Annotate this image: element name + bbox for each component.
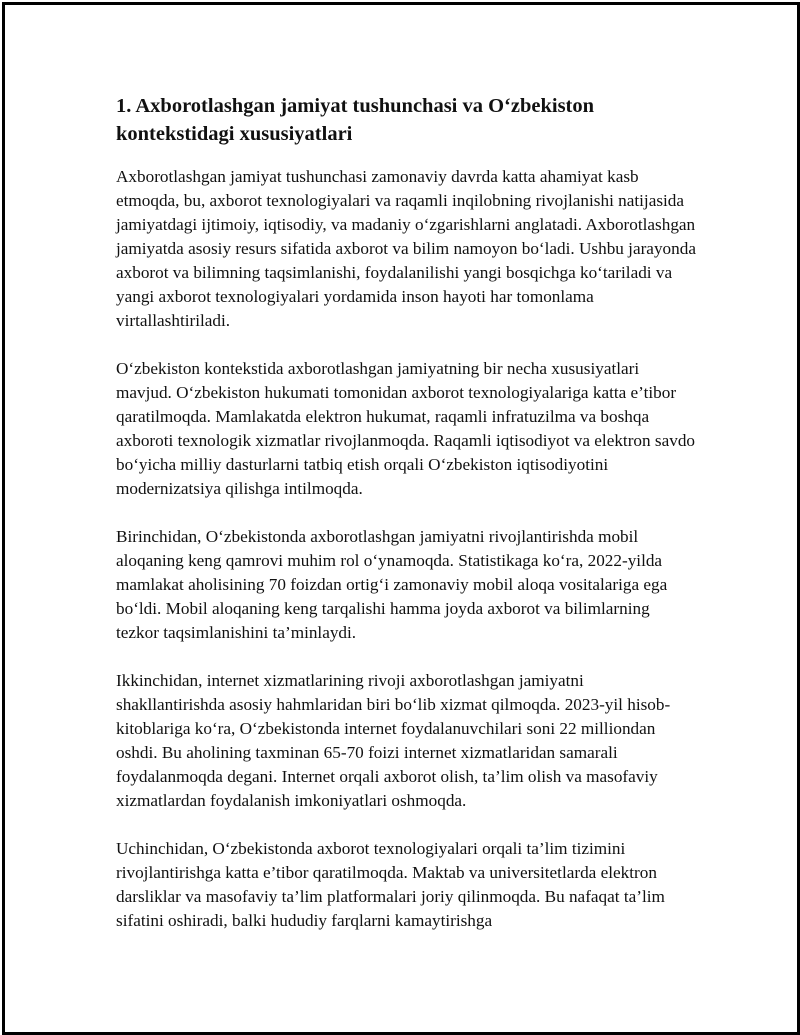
paragraph-first-mobile: Birinchidan, O‘zbekistonda axborotlashgan jamiyatni rivojlantirishda mobil aloqaning keng qamrovi muhim rol o‘ynamoqda. Statistikaga ko‘ra, 2022-yilda mamlakat aholisining 70 foizdan ortig‘i zamonaviy mobil aloqa vositalariga ega bo‘ldi. Mobil aloqaning keng tarqalishi hamma joyda axborot va bilimlarning tezkor taqsimlanishini ta’minlaydi. xyxy=(116,527,668,642)
paragraph-intro: Axborotlashgan jamiyat tushunchasi zamonaviy davrda katta ahamiyat kasb etmoqda, bu, axborot texnologiyalari va raqamli inqilobning rivojlanishi natijasida jamiyatdagi ijtimoiy, iqtisodiy, va madaniy o‘zgarishlarni anglatadi. Axborotlashgan jamiyatda asosiy resurs sifatida axborot va bilim namoyon bo‘ladi. Ushbu jarayonda axborot va bilimning taqsimlanishi, foydalanilishi yangi bosqichga ko‘tariladi va yangi axborot texnologiyalari yordamida inson hayoti har tomonlama virtallashtiriladi. xyxy=(116,167,696,330)
paragraph-second-internet: Ikkinchidan, internet xizmatlarining rivoji axborotlashgan jamiyatni shakllantirishda asosiy hahmlaridan biri bo‘lib xizmat qilmoqda. 2023-yil hisob-kitoblariga ko‘ra, O‘zbekistonda internet foydalanuvchilari soni 22 milliondan oshdi. Bu aholining taxminan 65-70 foizi internet xizmatlaridan samarali foydalanmoqda degani. Internet orqali axborot olish, ta’lim olish va masofaviy xizmatlardan foydalanish imkoniyatlari oshmoqda. xyxy=(116,671,671,810)
paragraph-uzbekistan-context: O‘zbekiston kontekstida axborotlashgan jamiyatning bir necha xususiyatlari mavjud. O‘zbekiston hukumati tomonidan axborot texnologiyalariga katta e’tibor qaratilmoqda. Mamlakatda elektron hukumat, raqamli infratuzilma va boshqa axboroti texnologik xizmatlar rivojlanmoqda. Raqamli iqtisodiyot va elektron savdo bo‘yicha milliy dasturlarni tatbiq etish orqali O‘zbekiston iqtisodiyotini modernizatsiya qilishga intilmoqda. xyxy=(116,359,696,498)
section-heading: 1. Axborotlashgan jamiyat tushunchasi va O‘zbekiston kontekstidagi xususiyatlari xyxy=(116,95,595,145)
paragraph-third-education: Uchinchidan, O‘zbekistonda axborot texnologiyalari orqali ta’lim tizimini rivojlantirishga katta e’tibor qaratilmoqda. Maktab va universitetlarda elektron darsliklar va masofaviy ta’lim platformalari joriy qilinmoqda. Bu nafaqat ta’lim sifatini oshiradi, balki hududiy farqlarni kamaytirishga xyxy=(116,839,665,930)
document-body xyxy=(116,92,696,957)
